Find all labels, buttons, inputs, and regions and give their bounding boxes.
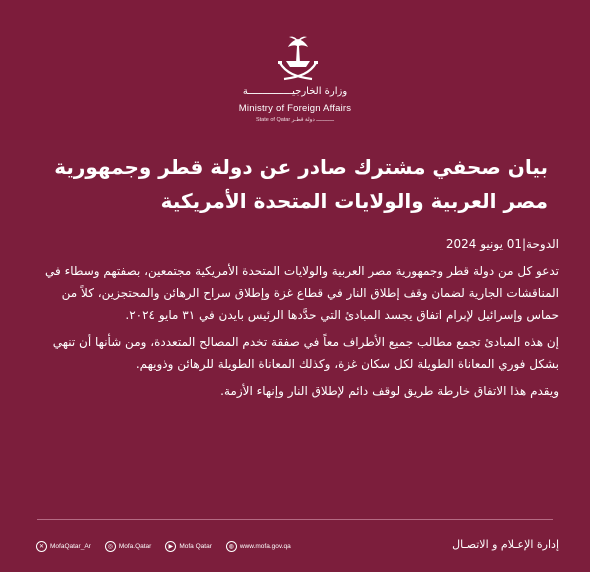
youtube-link[interactable] (165, 541, 212, 552)
youtube-handle: Mofa Qatar (179, 543, 212, 550)
footer (0, 535, 590, 563)
paragraph-2: إن هذه المبادئ تجمع مطالب جميع الأطراف معاً في صفقة تخدم المصالح المتعددة، ومن شأنها أن تنهي بشكل فوري المعاناة الطويلة لكل سكان غزة، وكذلك المعاناة الطويلة للرهائن وذويهم. (52, 335, 559, 371)
ministry-name-arabic: وزارة الخارجيـــــــــــــــة (242, 86, 348, 97)
website-link[interactable] (226, 541, 291, 552)
paragraph-3: ويقدم هذا الاتفاق خارطة طريق لوقف دائم لإطلاق النار وإنهاء الأزمة. (220, 384, 559, 398)
footer-divider (37, 519, 553, 520)
instagram-handle: Mofa.Qatar (118, 543, 152, 550)
globe-icon: ◍ (226, 541, 237, 552)
x-handle: MofaQatar_Ar (50, 543, 91, 550)
state-of-qatar-line: State of Qatar ـــــــــــ دولة قطـر (255, 117, 335, 123)
statement-body (29, 233, 559, 407)
dateline: الدوحة|01 يونيو 2024 (445, 237, 559, 251)
social-links (36, 541, 305, 552)
website-url: www.mofa.gov.qa (239, 543, 291, 550)
paragraph-1: تدعو كل من دولة قطر وجمهورية مصر العربية والولايات المتحدة الأمريكية مجتمعين، بصفتهم وسطاء في المناقشات الجارية لضمان وقف إطلاق النار في قطاع غزة وإطلاق سراح الرهائن والمحتجزين، كلاً من حماس وإسرائيل لإبرام اتفاق يجسد المبادئ التي حدَّدها الرئيس بايدن في ٣١ مايو ٢٠٢٤. (45, 264, 559, 322)
instagram-link[interactable] (105, 541, 152, 552)
youtube-icon: ▶ (165, 541, 176, 552)
x-icon: ✕ (36, 541, 47, 552)
header (0, 0, 590, 140)
qatar-emblem-icon (272, 33, 324, 85)
statement-title (28, 150, 548, 218)
title-line-1: بيان صحفي مشترك صادر عن دولة قطر وجمهورية (54, 155, 548, 179)
instagram-icon: ◎ (105, 541, 116, 552)
department-name: إدارة الإعـلام و الاتصـال (452, 538, 559, 551)
title-line-2: مصر العربية والولايات المتحدة الأمريكية (160, 189, 548, 213)
x-link[interactable] (36, 541, 91, 552)
ministry-name-english: Ministry of Foreign Affairs (238, 103, 352, 114)
